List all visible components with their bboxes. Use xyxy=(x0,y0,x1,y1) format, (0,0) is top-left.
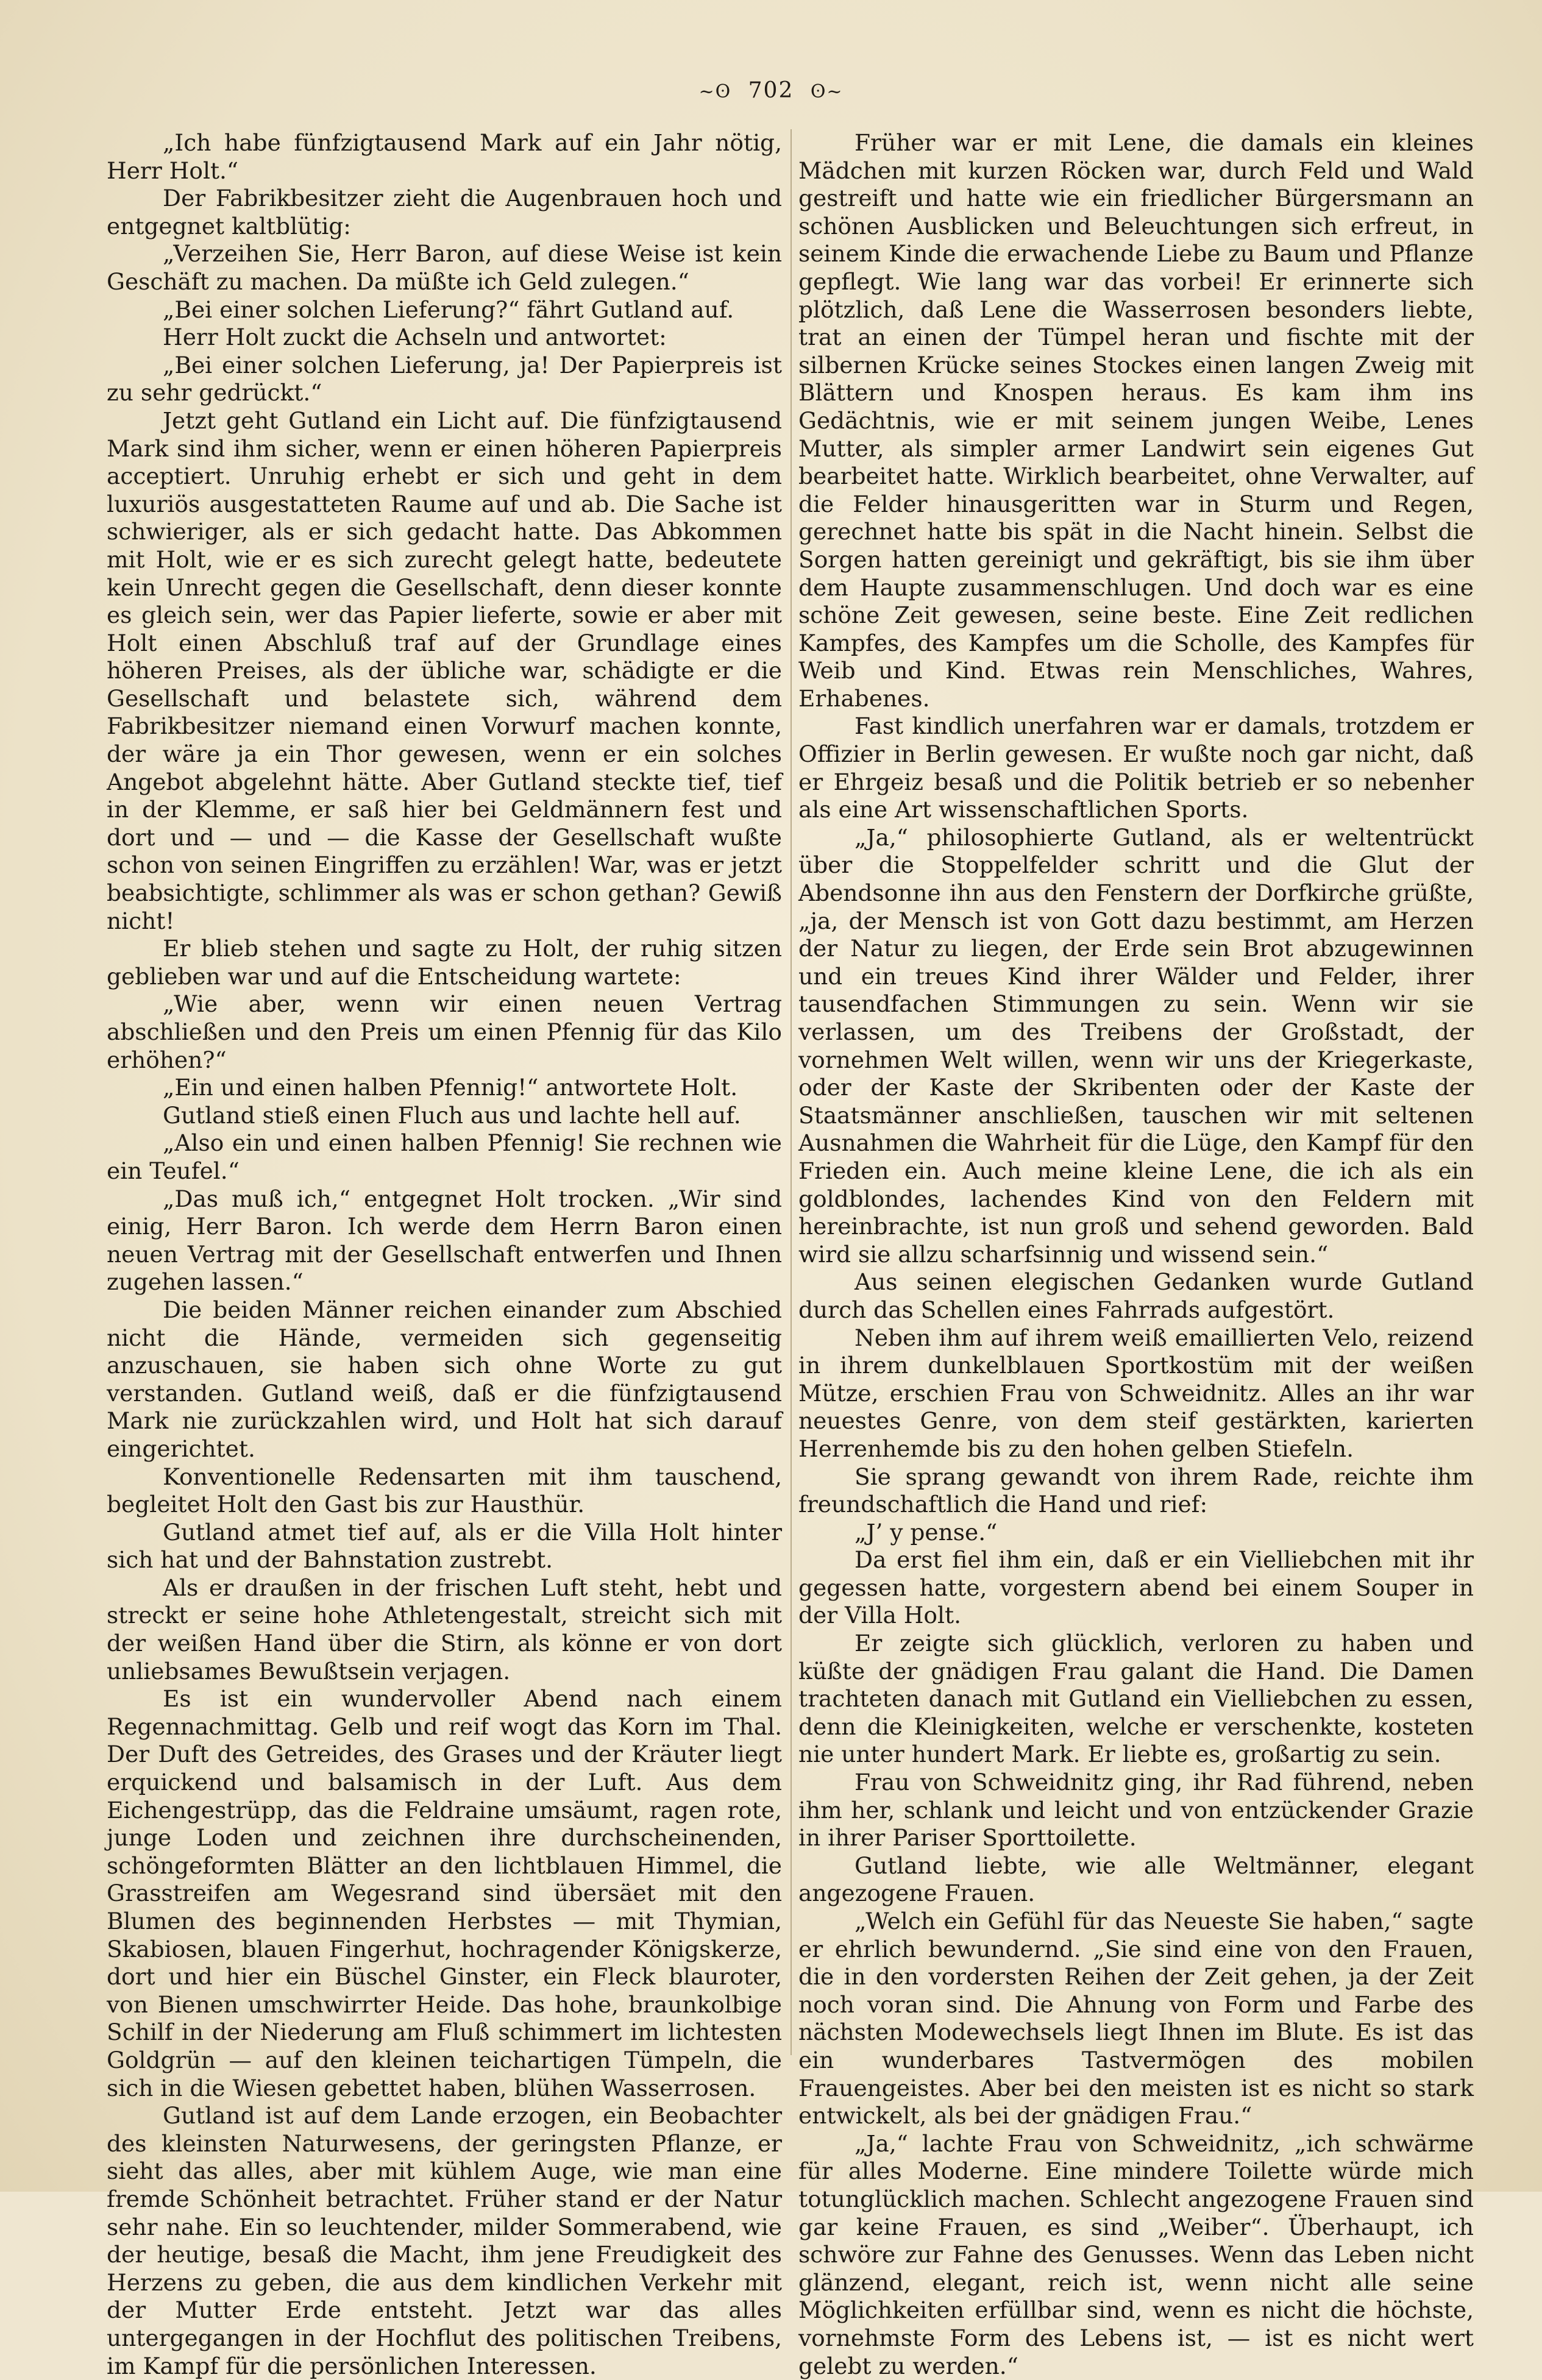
paragraph: Er blieb stehen und sagte zu Holt, der ruhig sitzen geblieben war und auf die Entscheidung wartete: xyxy=(107,935,782,990)
paragraph: „J’ y pense.“ xyxy=(854,1518,998,1546)
paragraph: Herr Holt zuckt die Achseln und antwortet: xyxy=(163,324,667,351)
paragraph: „Also ein und einen halben Pfennig! Sie rechnen wie ein Teufel.“ xyxy=(107,1129,782,1184)
paragraph: Es ist ein wundervoller Abend nach einem Regennachmittag. Gelb und reif wogt das Korn im Thal. Der Duft des Getreides, des Grases und der Kräuter liegt erquickend und balsamisch in der Luft. Aus dem Eichengestrüpp, das die Feldraine umsäumt, ragen rote, junge Loden und zeichnen ihre durchscheinenden, schöngeformten Blätter an den lichtblauen Himmel, die Grasstreifen am Wegesrand sind übersäet mit den Blumen des beginnenden Herbstes — mit Thymian, Skabiosen, blauen Fingerhut, hochragender Königskerze, dort und hier ein Büschel Ginster, ein Fleck blauroter, von Bienen umschwirrter Heide. Das hohe, braunkolbige Schilf in der Niederung am Fluß schimmert im lichtesten Goldgrün — auf den kleinen teichartigen Tümpeln, die sich in die Wiesen gebettet haben, blühen Wasserrosen. xyxy=(107,1685,782,2101)
paragraph: Als er draußen in der frischen Luft steht, hebt und streckt er seine hohe Athletengestalt, streicht sich mit der weißen Hand über die Stirn, als könne er von dort unliebsames Bewußtsein verjagen. xyxy=(107,1574,782,1685)
column-divider xyxy=(791,129,792,2055)
paragraph: Neben ihm auf ihrem weiß emaillierten Velo, reizend in ihrem dunkelblauen Sportkostüm mit der weißen Mütze, erschien Frau von Schweidnitz. Alles an ihr war neuestes Genre, von dem steif gestärkten, karierten Herrenhemde bis zu den hohen gelben Stiefeln. xyxy=(798,1324,1474,1462)
paragraph: Frau von Schweidnitz ging, ihr Rad führend, neben ihm her, schlank und leicht und von entzückender Grazie in ihrer Pariser Sporttoilette. xyxy=(798,1769,1474,1852)
page-number: 702 xyxy=(748,78,794,103)
paragraph: „Ein und einen halben Pfennig!“ antwortete Holt. xyxy=(163,1074,738,1101)
paragraph: Fast kindlich unerfahren war er damals, trotzdem er Offizier in Berlin gewesen. Er wußte noch gar nicht, daß er Ehrgeiz besaß und die Politik betrieb er so nebenher als eine Art wissenschaftlichen Sports. xyxy=(798,712,1474,823)
paragraph: Die beiden Männer reichen einander zum Abschied nicht die Hände, vermeiden sich gegenseitig anzuschauen, sie haben sich ohne Worte zu gut verstanden. Gutland weiß, daß er die fünfzigtausend Mark nie zurückzahlen wird, und Holt hat sich darauf eingerichtet. xyxy=(107,1296,782,1462)
paragraph: „Wie aber, wenn wir einen neuen Vertrag abschließen und den Preis um einen Pfennig für das Kilo erhöhen?“ xyxy=(107,990,782,1073)
paragraph: Jetzt geht Gutland ein Licht auf. Die fünfzigtausend Mark sind ihm sicher, wenn er einen höheren Papierpreis acceptiert. Unruhig erhebt er sich und geht in dem luxuriös ausgestatteten Raume auf und ab. Die Sache ist schwieriger, als er sich gedacht hatte. Das Abkommen mit Holt, wie er es sich zurecht gelegt hatte, bedeutete kein Unrecht gegen die Gesellschaft, denn dieser konnte es gleich sein, wer das Papier lieferte, sowie er aber mit Holt einen Abschluß traf auf der Grundlage eines höheren Preises, als der übliche war, schädigte er die Gesellschaft und belastete sich, während dem Fabrikbesitzer niemand einen Vorwurf machen konnte, der wäre ja ein Thor gewesen, wenn er ein solches Angebot abgelehnt hätte. Aber Gutland steckte tief, tief in der Klemme, er saß hier bei Geldmännern fest und dort und — und — die Kasse der Gesellschaft wußte schon von seinen Eingriffen zu erzählen! War, was er jetzt beabsichtigte, schlimmer als was er schon gethan? Gewiß nicht! xyxy=(107,407,782,934)
left-column xyxy=(107,129,782,2380)
paragraph: Früher war er mit Lene, die damals ein kleines Mädchen mit kurzen Röcken war, durch Feld und Wald gestreift und hatte wie ein friedlicher Bürgersmann an schönen Ausblicken und Beleuchtungen sich erfreut, in seinem Kinde die erwachende Liebe zu Baum und Pflanze gepflegt. Wie lang war das vorbei! Er erinnerte sich plötzlich, daß Lene die Wasserrosen besonders liebte, trat an einen der Tümpel heran und fischte mit der silbernen Krücke seines Stockes einen langen Zweig mit Blättern und Knospen heraus. Es kam ihm ins Gedächtnis, wie er mit seinem jungen Weibe, Lenes Mutter, als simpler armer Landwirt sein eigenes Gut bearbeitet hatte. Wirklich bearbeitet, ohne Verwalter, auf die Felder hinausgeritten war in Sturm und Regen, gerechnet hatte bis spät in die Nacht hinein. Selbst die Sorgen hatten gereinigt und gekräftigt, bis sie ihm über dem Haupte zusammenschlugen. Und doch war es eine schöne Zeit gewesen, seine beste. Eine Zeit redlichen Kampfes, des Kampfes um die Scholle, des Kampfes für Weib und Kind. Etwas rein Menschliches, Wahres, Erhabenes. xyxy=(798,129,1474,712)
right-ornament: ʘ~ xyxy=(810,81,844,102)
paragraph: Konventionelle Redensarten mit ihm tauschend, begleitet Holt den Gast bis zur Hausthür. xyxy=(107,1463,782,1518)
paragraph: „Bei einer solchen Lieferung?“ fährt Gutland auf. xyxy=(163,296,734,323)
paragraph: Gutland ist auf dem Lande erzogen, ein Beobachter des kleinsten Naturwesens, der geringsten Pflanze, er sieht das alles, aber mit kühlem Auge, wie man eine fremde Schönheit betrachtet. Früher stand er der Natur sehr nahe. Ein so leuchtender, milder Sommerabend, wie der heutige, besaß die Macht, ihm jene Freudigkeit des Herzens zu geben, die aus dem kindlichen Verkehr mit der Mutter Erde entsteht. Jetzt war das alles untergegangen in der Hochflut des politischen Treibens, im Kampf für die persönlichen Interessen. xyxy=(107,2102,782,2379)
right-column xyxy=(798,129,1474,2380)
paragraph: „Ich habe fünfzigtausend Mark auf ein Jahr nötig, Herr Holt.“ xyxy=(107,129,782,184)
paragraph: „Das muß ich,“ entgegnet Holt trocken. „Wir sind einig, Herr Baron. Ich werde dem Herrn Baron einen neuen Vertrag mit der Gesellschaft entwerfen und Ihnen zugehen lassen.“ xyxy=(107,1185,782,1296)
paragraph: „Ja,“ lachte Frau von Schweidnitz, „ich schwärme für alles Moderne. Eine mindere Toilette würde mich totunglücklich machen. Schlecht angezogene Frauen sind gar keine Frauen, es sind „Weiber“. Überhaupt, ich schwöre zur Fahne des Genusses. Wenn das Leben nicht glänzend, elegant, reich ist, wenn nicht alle seine Möglichkeiten erfüllbar sind, wenn es nicht die höchste, vornehmste Form des Lebens ist, — ist es nicht wert gelebt zu werden.“ xyxy=(798,2130,1474,2379)
paragraph: Gutland liebte, wie alle Weltmänner, elegant angezogene Frauen. xyxy=(798,1852,1474,1907)
page-header xyxy=(0,78,1542,103)
paragraph: Der Fabrikbesitzer zieht die Augenbrauen hoch und entgegnet kaltblütig: xyxy=(107,185,782,240)
paragraph: „Verzeihen Sie, Herr Baron, auf diese Weise ist kein Geschäft zu machen. Da müßte ich Geld zulegen.“ xyxy=(107,240,782,295)
paragraph: Da erst fiel ihm ein, daß er ein Vielliebchen mit ihr gegessen hatte, vorgestern abend bei einem Souper in der Villa Holt. xyxy=(798,1546,1474,1629)
paragraph: „Ja,“ philosophierte Gutland, als er weltentrückt über die Stoppelfelder schritt und die Glut der Abendsonne ihn aus den Fenstern der Dorfkirche grüßte, „ja, der Mensch ist von Gott dazu bestimmt, am Herzen der Natur zu liegen, der Erde sein Brot abzugewinnen und ein treues Kind ihrer Wälder und Felder, ihrer tausendfachen Stimmungen zu sein. Wenn wir sie verlassen, um des Treibens der Großstadt, der vornehmen Welt willen, wenn wir uns der Kriegerkaste, oder der Kaste der Skribenten oder der Kaste der Staatsmänner anschließen, tauschen wir mit seltenen Ausnahmen die Wahrheit für die Lüge, den Kampf für den Frieden ein. Auch meine kleine Lene, die ich als ein goldblondes, lachendes Kind von den Feldern mit hereinbrachte, ist nun groß und sehend geworden. Bald wird sie allzu scharfsinnig und wissend sein.“ xyxy=(798,823,1474,1268)
left-ornament: ~ʘ xyxy=(698,81,732,102)
paragraph: „Bei einer solchen Lieferung, ja! Der Papierpreis ist zu sehr gedrückt.“ xyxy=(107,351,782,407)
paragraph: Gutland atmet tief auf, als er die Villa Holt hinter sich hat und der Bahnstation zustrebt. xyxy=(107,1518,782,1574)
paragraph: Gutland stieß einen Fluch aus und lachte hell auf. xyxy=(163,1101,741,1129)
paragraph: Sie sprang gewandt von ihrem Rade, reichte ihm freundschaftlich die Hand und rief: xyxy=(798,1463,1474,1518)
paragraph: „Welch ein Gefühl für das Neueste Sie haben,“ sagte er ehrlich bewundernd. „Sie sind eine von den Frauen, die in den vordersten Reihen der Zeit gehen, ja der Zeit noch voran sind. Die Ahnung von Form und Farbe des nächsten Modewechsels liegt Ihnen im Blute. Es ist das ein wunderbares Tastvermögen des mobilen Frauengeistes. Aber bei den meisten ist es nicht so stark entwickelt, als bei der gnädigen Frau.“ xyxy=(798,1908,1474,2130)
paragraph: Er zeigte sich glücklich, verloren zu haben und küßte der gnädigen Frau galant die Hand. Die Damen trachteten danach mit Gutland ein Vielliebchen zu essen, denn die Kleinigkeiten, welche er verschenkte, kosteten nie unter hundert Mark. Er liebte es, großartig zu sein. xyxy=(798,1630,1474,1768)
paragraph: Aus seinen elegischen Gedanken wurde Gutland durch das Schellen eines Fahrrads aufgestört. xyxy=(798,1268,1474,1323)
